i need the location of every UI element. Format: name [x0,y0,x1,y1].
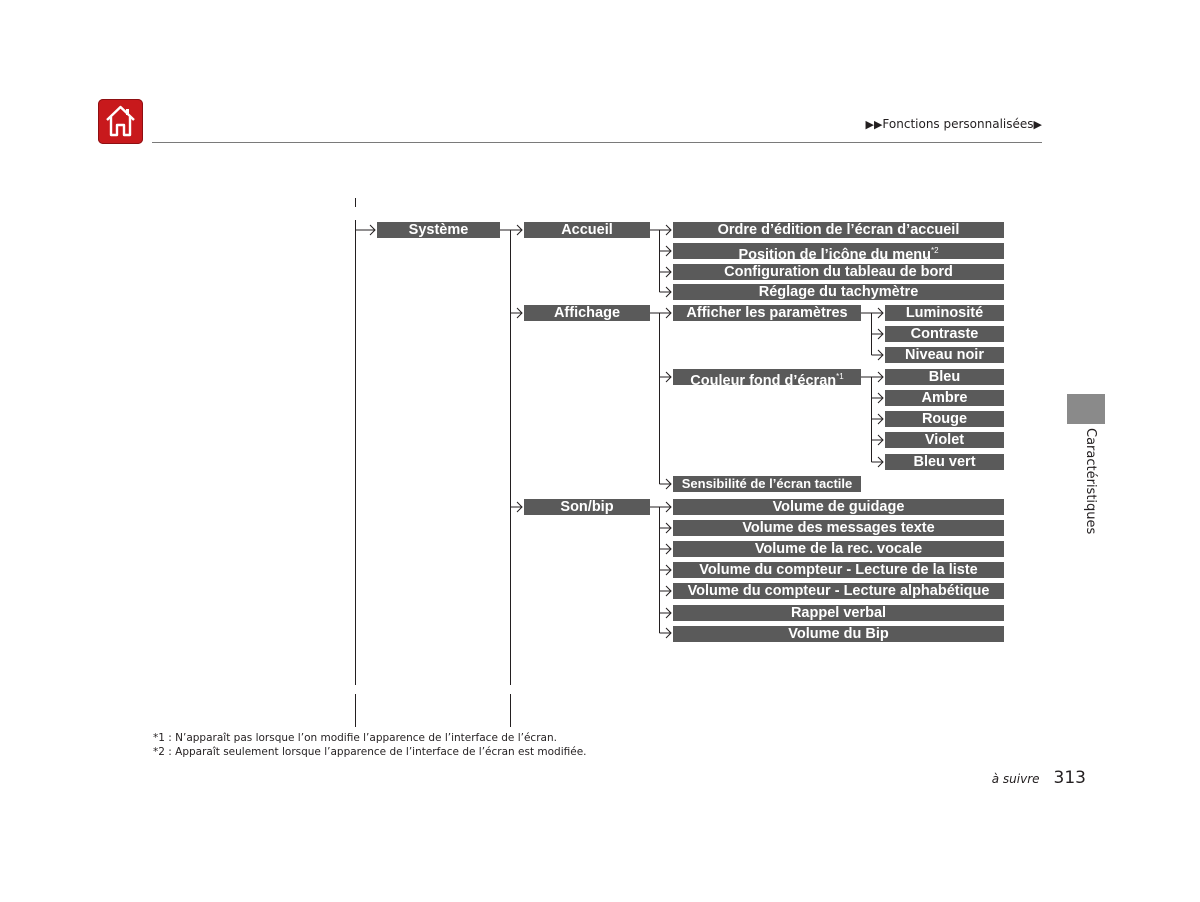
triangle-icon: ▶ [1033,118,1042,131]
tree-node-couleur-fond [673,369,861,385]
double-triangle-icon: ▶▶ [865,118,883,131]
tree-node-volume-bip: Volume du Bip [673,626,1004,642]
footnote-ref-2: *2 [930,246,939,255]
tree-node-systeme: Système [377,222,500,238]
footnote-1: *1 : N’apparaît pas lorsque l’on modifie l’apparence de l’interface de l’écran. [153,732,557,744]
tree-node-volume-guidage: Volume de guidage [673,499,1004,515]
tree-node-violet: Violet [885,432,1004,448]
tree-node-son-bip: Son/bip [524,499,650,515]
tree-node-afficher-parametres: Afficher les paramètres [673,305,861,321]
tree-node-reglage-tachymetre: Réglage du tachymètre [673,284,1004,300]
tree-node-luminosite: Luminosité [885,305,1004,321]
footnote-ref-1: *1 [836,372,844,381]
tree-node-volume-compteur-alpha: Volume du compteur - Lecture alphabétique [673,583,1004,599]
footnote-2: *2 : Apparaît seulement lorsque l’apparence de l’interface de l’écran est modifiée. [153,746,587,758]
continue-label: à suivre [991,772,1040,786]
page-number: 313 [1053,768,1086,788]
tree-node-affichage: Affichage [524,305,650,321]
tree-node-bleu-vert: Bleu vert [885,454,1004,470]
tree-node-rappel-verbal: Rappel verbal [673,605,1004,621]
footnotes [153,731,587,759]
tree-node-contraste: Contraste [885,326,1004,342]
tree-node-ordre-edition: Ordre d’édition de l’écran d’accueil [673,222,1004,238]
tree-node-volume-compteur-liste: Volume du compteur - Lecture de la liste [673,562,1004,578]
tree-node-accueil: Accueil [524,222,650,238]
tree-node-position-icone-label: Position de l’icône du menu [738,247,931,259]
tree-node-sensibilite: Sensibilité de l’écran tactile [673,476,861,492]
tree-node-rouge: Rouge [885,411,1004,427]
tree-node-volume-messages: Volume des messages texte [673,520,1004,536]
tree-node-position-icone [673,243,1004,259]
breadcrumb-label: Fonctions personnalisées [882,117,1034,131]
tree-node-ambre: Ambre [885,390,1004,406]
chapter-label: Caractéristiques [1083,428,1098,535]
tree-node-niveau-noir: Niveau noir [885,347,1004,363]
page-footer [992,768,1086,788]
tree-node-configuration-tableau: Configuration du tableau de bord [673,264,1004,280]
tree-node-bleu: Bleu [885,369,1004,385]
tree-node-volume-rec-vocale: Volume de la rec. vocale [673,541,1004,557]
tree-node-couleur-fond-label: Couleur fond d’écran [690,373,837,385]
